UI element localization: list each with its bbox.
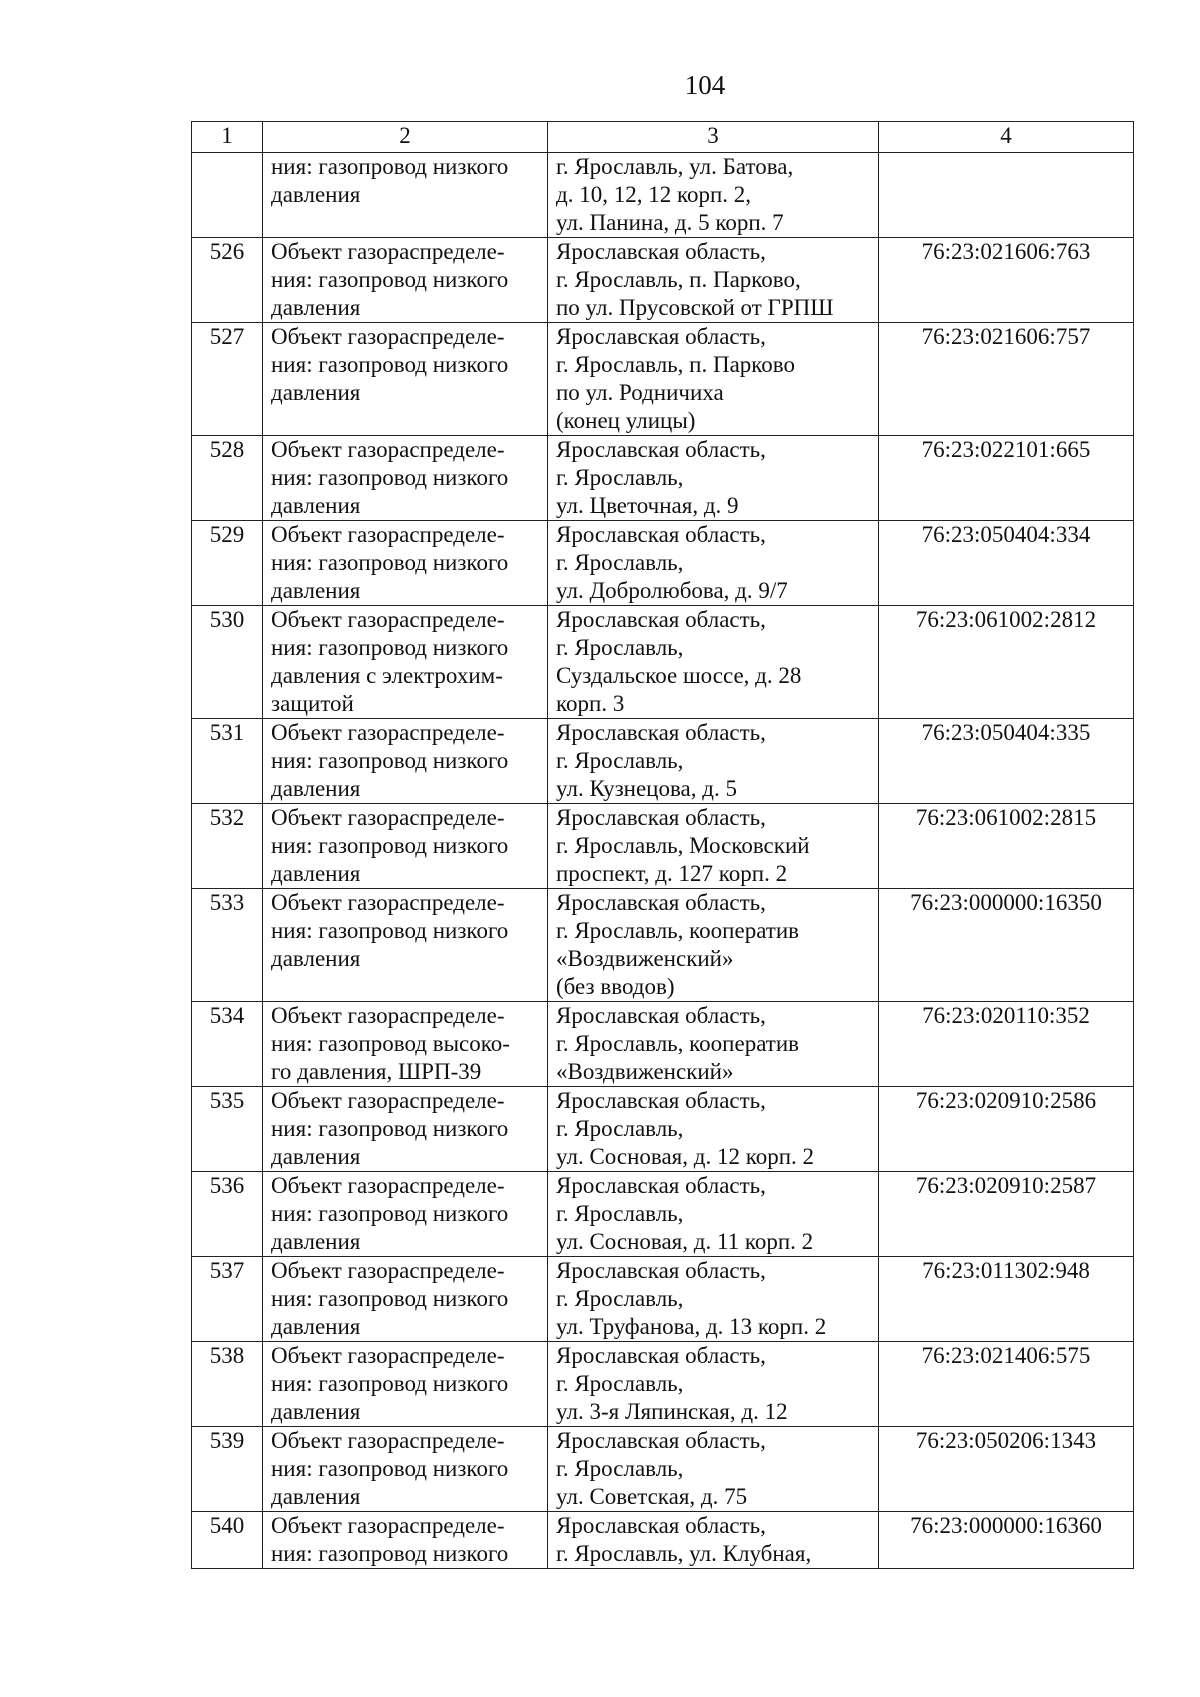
object-name-cell xyxy=(263,238,548,323)
cadastral-number: 76:23:061002:2815 xyxy=(879,804,1134,889)
address-line: ул. Сосновая, д. 12 корп. 2 xyxy=(556,1144,815,1169)
table-row xyxy=(192,719,1134,804)
address-line: г. Ярославль, xyxy=(556,635,684,660)
object-name-line: давления xyxy=(271,1399,361,1424)
address-line: ул. Добролюбова, д. 9/7 xyxy=(556,578,788,603)
table-header xyxy=(192,122,1134,153)
object-name-line: Объект газораспределе- xyxy=(271,437,505,462)
address-line: Ярославская область, xyxy=(556,1513,766,1538)
object-name-line: давления xyxy=(271,182,361,207)
object-name-line: ния: газопровод низкого xyxy=(271,1201,509,1226)
table-row xyxy=(192,1342,1134,1427)
object-name-line: Объект газораспределе- xyxy=(271,890,505,915)
address-line: ул. Цветочная, д. 9 xyxy=(556,493,739,518)
object-name-cell xyxy=(263,521,548,606)
object-name-line: Объект газораспределе- xyxy=(271,522,505,547)
address-line: Ярославская область, xyxy=(556,437,766,462)
object-name-line: ния: газопровод низкого xyxy=(271,635,509,660)
table-row xyxy=(192,521,1134,606)
address-cell xyxy=(548,889,879,1002)
object-name-cell xyxy=(263,436,548,521)
address-line: Суздальское шоссе, д. 28 xyxy=(556,663,802,688)
object-name-cell xyxy=(263,1087,548,1172)
address-line: г. Ярославль, ул. Батова, xyxy=(556,154,794,179)
table-row xyxy=(192,238,1134,323)
address-cell xyxy=(548,1512,879,1569)
row-number: 537 xyxy=(192,1257,263,1342)
address-line: проспект, д. 127 корп. 2 xyxy=(556,861,788,886)
cadastral-number: 76:23:000000:16360 xyxy=(879,1512,1134,1569)
address-cell xyxy=(548,521,879,606)
address-cell xyxy=(548,153,879,238)
address-line: г. Ярославль, xyxy=(556,748,684,773)
header-col-1: 1 xyxy=(192,122,263,153)
address-line: Ярославская область, xyxy=(556,1343,766,1368)
object-name-line: давления xyxy=(271,295,361,320)
address-cell xyxy=(548,1257,879,1342)
object-name-line: Объект газораспределе- xyxy=(271,239,505,264)
address-cell xyxy=(548,1342,879,1427)
object-name-cell xyxy=(263,1257,548,1342)
object-name-line: давления с электрохим- xyxy=(271,663,503,688)
object-name-line: Объект газораспределе- xyxy=(271,805,505,830)
address-line: Ярославская область, xyxy=(556,239,766,264)
cadastral-number: 76:23:021606:757 xyxy=(879,323,1134,436)
row-number: 531 xyxy=(192,719,263,804)
row-number: 527 xyxy=(192,323,263,436)
object-name-line: ния: газопровод низкого xyxy=(271,748,509,773)
object-name-line: ния: газопровод высоко- xyxy=(271,1031,510,1056)
address-line: Ярославская область, xyxy=(556,720,766,745)
cadastral-number: 76:23:061002:2812 xyxy=(879,606,1134,719)
header-row xyxy=(192,122,1134,153)
address-line: Ярославская область, xyxy=(556,890,766,915)
table-row xyxy=(192,323,1134,436)
table-row xyxy=(192,804,1134,889)
address-line: г. Ярославль, п. Парково xyxy=(556,352,796,377)
address-cell xyxy=(548,1427,879,1512)
object-name-line: Объект газораспределе- xyxy=(271,1003,505,1028)
row-number: 526 xyxy=(192,238,263,323)
address-line: Ярославская область, xyxy=(556,1088,766,1113)
header-col-2: 2 xyxy=(263,122,548,153)
row-number xyxy=(192,153,263,238)
row-number: 532 xyxy=(192,804,263,889)
address-line: г. Ярославль, п. Парково, xyxy=(556,267,801,292)
cadastral-number: 76:23:020110:352 xyxy=(879,1002,1134,1087)
address-line: Ярославская область, xyxy=(556,324,766,349)
cadastral-number: 76:23:050404:335 xyxy=(879,719,1134,804)
address-line: г. Ярославль, xyxy=(556,1201,684,1226)
object-name-line: Объект газораспределе- xyxy=(271,1173,505,1198)
address-line: г. Ярославль, xyxy=(556,1456,684,1481)
object-name-line: давления xyxy=(271,578,361,603)
object-name-cell xyxy=(263,1172,548,1257)
object-name-line: давления xyxy=(271,776,361,801)
address-cell xyxy=(548,804,879,889)
table-row xyxy=(192,1002,1134,1087)
registry-table xyxy=(191,121,1134,1569)
object-name-line: ния: газопровод низкого xyxy=(271,352,509,377)
address-line: Ярославская область, xyxy=(556,607,766,632)
page-number: 104 xyxy=(684,70,726,100)
table-row xyxy=(192,1512,1134,1569)
address-line: г. Ярославль, xyxy=(556,550,684,575)
address-line: Ярославская область, xyxy=(556,1173,766,1198)
object-name-cell xyxy=(263,719,548,804)
address-line: г. Ярославль, xyxy=(556,1116,684,1141)
table-row xyxy=(192,1087,1134,1172)
table-row xyxy=(192,1257,1134,1342)
object-name-cell xyxy=(263,323,548,436)
row-number: 538 xyxy=(192,1342,263,1427)
address-line: по ул. Родничиха xyxy=(556,380,724,405)
address-line: по ул. Прусовской от ГРПШ xyxy=(556,295,834,320)
object-name-line: ния: газопровод низкого xyxy=(271,465,509,490)
row-number: 528 xyxy=(192,436,263,521)
object-name-line: Объект газораспределе- xyxy=(271,324,505,349)
cadastral-number: 76:23:020910:2586 xyxy=(879,1087,1134,1172)
object-name-line: ния: газопровод низкого xyxy=(271,1456,509,1481)
object-name-line: ния: газопровод низкого xyxy=(271,1286,509,1311)
object-name-line: го давления, ШРП-39 xyxy=(271,1059,482,1084)
object-name-line: ния: газопровод низкого xyxy=(271,918,509,943)
row-number: 536 xyxy=(192,1172,263,1257)
address-line: д. 10, 12, 12 корп. 2, xyxy=(556,182,752,207)
address-cell xyxy=(548,1087,879,1172)
object-name-line: Объект газораспределе- xyxy=(271,1258,505,1283)
object-name-line: Объект газораспределе- xyxy=(271,1088,505,1113)
address-cell xyxy=(548,1172,879,1257)
row-number: 535 xyxy=(192,1087,263,1172)
object-name-cell xyxy=(263,1427,548,1512)
table-row xyxy=(192,153,1134,238)
address-line: «Воздвиженский» xyxy=(556,946,734,971)
address-cell xyxy=(548,436,879,521)
object-name-line: давления xyxy=(271,380,361,405)
object-name-cell xyxy=(263,1002,548,1087)
address-line: г. Ярославль, xyxy=(556,465,684,490)
address-line: г. Ярославль, xyxy=(556,1371,684,1396)
address-line: г. Ярославль, xyxy=(556,1286,684,1311)
cadastral-number xyxy=(879,153,1134,238)
row-number: 530 xyxy=(192,606,263,719)
cadastral-number: 76:23:050206:1343 xyxy=(879,1427,1134,1512)
cadastral-number: 76:23:020910:2587 xyxy=(879,1172,1134,1257)
address-line: (без вводов) xyxy=(556,974,675,999)
address-cell xyxy=(548,323,879,436)
cadastral-number: 76:23:050404:334 xyxy=(879,521,1134,606)
object-name-line: Объект газораспределе- xyxy=(271,1343,505,1368)
object-name-cell xyxy=(263,804,548,889)
address-line: ул. Кузнецова, д. 5 xyxy=(556,776,737,801)
table-row xyxy=(192,606,1134,719)
object-name-line: защитой xyxy=(271,691,354,716)
cadastral-number: 76:23:021406:575 xyxy=(879,1342,1134,1427)
table-row xyxy=(192,1172,1134,1257)
address-line: ул. Сосновая, д. 11 корп. 2 xyxy=(556,1229,814,1254)
object-name-line: ния: газопровод низкого xyxy=(271,833,509,858)
address-cell xyxy=(548,606,879,719)
address-line: ул. Панина, д. 5 корп. 7 xyxy=(556,210,784,235)
object-name-line: ния: газопровод низкого xyxy=(271,1371,509,1396)
address-line: ул. Советская, д. 75 xyxy=(556,1484,748,1509)
address-line: Ярославская область, xyxy=(556,1258,766,1283)
object-name-line: давления xyxy=(271,946,361,971)
cadastral-number: 76:23:011302:948 xyxy=(879,1257,1134,1342)
address-line: Ярославская область, xyxy=(556,805,766,830)
object-name-line: давления xyxy=(271,493,361,518)
header-col-3: 3 xyxy=(548,122,879,153)
object-name-cell xyxy=(263,1512,548,1569)
object-name-line: давления xyxy=(271,1144,361,1169)
address-line: ул. Труфанова, д. 13 корп. 2 xyxy=(556,1314,827,1339)
cadastral-number: 76:23:022101:665 xyxy=(879,436,1134,521)
table-body xyxy=(192,153,1134,1569)
object-name-line: ния: газопровод низкого xyxy=(271,550,509,575)
object-name-line: Объект газораспределе- xyxy=(271,607,505,632)
address-line: корп. 3 xyxy=(556,691,625,716)
address-line: г. Ярославль, Московский xyxy=(556,833,810,858)
table-row xyxy=(192,436,1134,521)
row-number: 540 xyxy=(192,1512,263,1569)
row-number: 539 xyxy=(192,1427,263,1512)
row-number: 534 xyxy=(192,1002,263,1087)
object-name-cell xyxy=(263,153,548,238)
object-name-line: давления xyxy=(271,861,361,886)
header-col-4: 4 xyxy=(879,122,1134,153)
table-row xyxy=(192,1427,1134,1512)
object-name-cell xyxy=(263,1342,548,1427)
object-name-line: Объект газораспределе- xyxy=(271,1513,505,1538)
object-name-line: давления xyxy=(271,1229,361,1254)
object-name-line: ния: газопровод низкого xyxy=(271,154,509,179)
table-row xyxy=(192,889,1134,1002)
address-line: Ярославская область, xyxy=(556,522,766,547)
address-cell xyxy=(548,1002,879,1087)
address-cell xyxy=(548,238,879,323)
object-name-cell xyxy=(263,889,548,1002)
object-name-line: ния: газопровод низкого xyxy=(271,1541,509,1566)
object-name-line: Объект газораспределе- xyxy=(271,1428,505,1453)
address-line: «Воздвиженский» xyxy=(556,1059,734,1084)
object-name-line: давления xyxy=(271,1484,361,1509)
object-name-line: ния: газопровод низкого xyxy=(271,1116,509,1141)
address-line: ул. 3-я Ляпинская, д. 12 xyxy=(556,1399,788,1424)
address-line: Ярославская область, xyxy=(556,1428,766,1453)
cadastral-number: 76:23:021606:763 xyxy=(879,238,1134,323)
object-name-line: Объект газораспределе- xyxy=(271,720,505,745)
row-number: 529 xyxy=(192,521,263,606)
address-line: г. Ярославль, кооператив xyxy=(556,1031,800,1056)
address-line: Ярославская область, xyxy=(556,1003,766,1028)
address-line: г. Ярославль, кооператив xyxy=(556,918,800,943)
object-name-line: ния: газопровод низкого xyxy=(271,267,509,292)
address-line: (конец улицы) xyxy=(556,408,696,433)
row-number: 533 xyxy=(192,889,263,1002)
object-name-cell xyxy=(263,606,548,719)
address-line: г. Ярославль, ул. Клубная, xyxy=(556,1541,812,1566)
object-name-line: давления xyxy=(271,1314,361,1339)
cadastral-number: 76:23:000000:16350 xyxy=(879,889,1134,1002)
address-cell xyxy=(548,719,879,804)
